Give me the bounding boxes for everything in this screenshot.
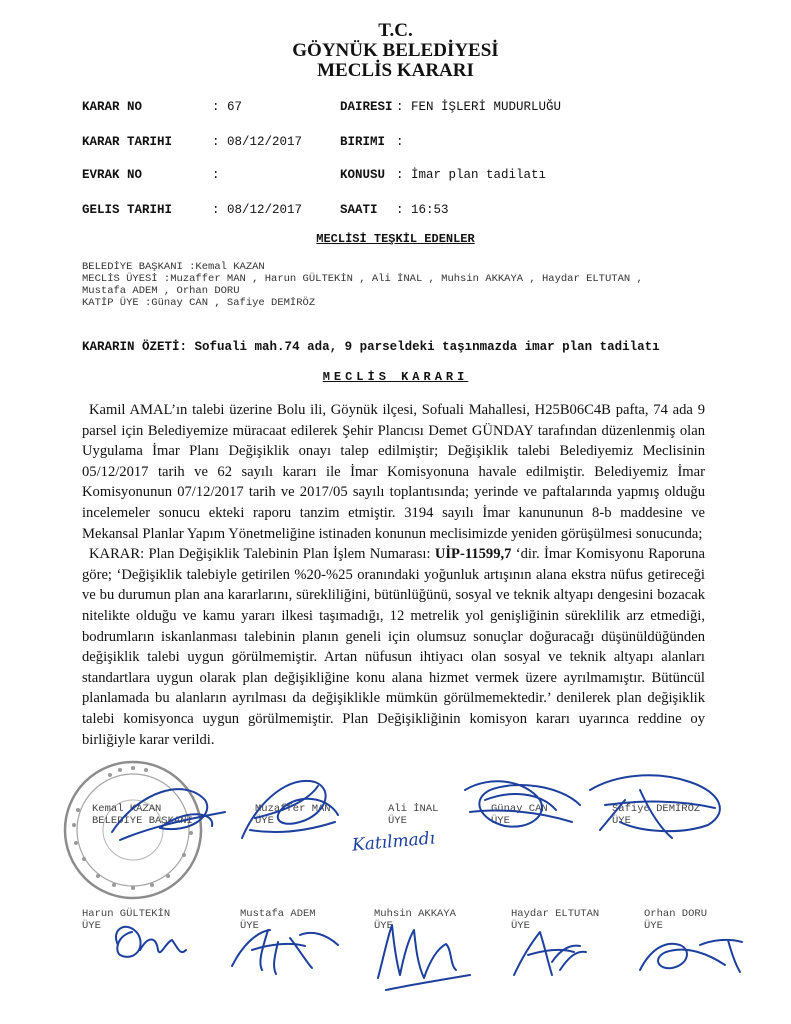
sig-name: Muhsin AKKAYA bbox=[374, 908, 456, 920]
sig-name: Günay CAN bbox=[491, 803, 548, 815]
konusu-label: KONUSU bbox=[340, 168, 386, 182]
members-clerk: KATİP ÜYE :Günay CAN , Safiye DEMİRÖZ bbox=[82, 297, 316, 309]
sig-name: Ali İNAL bbox=[388, 803, 439, 815]
saati-label: SAATI bbox=[340, 203, 378, 217]
sig-title: ÜYE bbox=[374, 920, 393, 932]
konusu-value: : İmar plan tadilatı bbox=[396, 168, 547, 182]
body-p2-start: KARAR: Plan Değişiklik Talebinin Plan İşlem Numarası: bbox=[89, 546, 435, 563]
evrak-no-value: : bbox=[212, 168, 220, 182]
sig-title: ÜYE bbox=[511, 920, 530, 932]
karar-no-label: KARAR NO bbox=[82, 100, 143, 114]
sig-name: Mustafa ADEM bbox=[240, 908, 316, 920]
sig-title: ÜYE bbox=[255, 815, 274, 827]
body-paragraph-1: Kamil AMAL’ın talebi üzerine Bolu ili, Göynük ilçesi, Sofuali Mahallesi, H25B06C4B pafta, 74 ada 9 parsel için Belediyemize müracaat edilerek Şehir Plancısı Demet GÜNDAY tarafından düzenlenmiş olan Uygulama İmar Planı Değişiklik onayı talep edilmiştir; Değişiklik talebi Belediyemiz Meclisinin 05/12/2017 tarih ve 62 sayılı kararı ile İmar Komisyonuna havale edilmiştir. Belediyemiz İmar Komisyonunun 07/12/2017 tarih ve 2017/05 sayılı toplantısında; yerinde ve paftalarında yapmış olduğu incelemeler sonucu ekteki raporu tanzim etmiştir. 3194 sayılı İmar kanununun 8-b maddesine ve Mekansal Planlar Yapım Yönetmeliğine istinaden konunun meclisimizde yeniden görüşülmesi sonucunda; bbox=[82, 402, 705, 542]
signature-harun-gultekin bbox=[116, 927, 186, 957]
signature-haydar-eltutan bbox=[514, 932, 586, 975]
sig-name: Kemal KAZAN bbox=[92, 803, 162, 815]
members-mayor: BELEDİYE BAŞKANI :Kemal KAZAN bbox=[82, 261, 265, 273]
signature-orhan-doru bbox=[640, 940, 742, 972]
body-p2-end: ‘dir. İmar Komisyonu Raporuna göre; ‘Değişiklik talebiyle getirilen %20-%25 oranındaki yoğunluk artışının alana ekstra nüfus getireceği ve bu durumun plan ana kararlarını, sürekliliğini, bütünlüğünü, sosyal ve teknik altyapı dengesini bozacak nitelikte olduğu ve kamu yararı ilkesi taşımadığı, 12 metrelik yol genişliğinin süreklilik arz etmediği, bodrumların iskanlanması talebinin planın geneli için olumsuz sonuçlar doğuracağı düşünüldüğünden değişiklik talebi uygun görülmemiştir. Artan nüfusun ihtiyacı olan sosyal ve teknik altyapı alanları standartlara uygun olarak plan değişikliğine konu alana hizmet vermek üzere ayrılmamıştır. Bütüncül planlamada bu alanların ayrılması da değişiklikle mümkün görülmemektedir.’ denilerek plan değişiklik talebi komisyonca uygun görülmemiştir. Plan Değişikliğinin komisyon kararı uyarınca reddine oy birliğiyle karar verildi. bbox=[82, 546, 706, 748]
header-tc: T.C. bbox=[378, 20, 413, 41]
sig-name: Safiye DEMİRÖZ bbox=[612, 803, 701, 815]
header-document-type: MECLİS KARARI bbox=[317, 60, 474, 81]
sig-name: Orhan DORU bbox=[644, 908, 708, 920]
signature-muhsin-akkaya bbox=[378, 925, 470, 990]
summary-label: KARARIN ÖZETİ: bbox=[82, 340, 188, 354]
plan-process-number: UİP-11599,7 bbox=[434, 546, 512, 563]
sig-title: ÜYE bbox=[82, 920, 101, 932]
sig-title: ÜYE bbox=[240, 920, 259, 932]
sig-title: ÜYE bbox=[612, 815, 631, 827]
dairesi-label: DAIRESI bbox=[340, 100, 393, 114]
members-title: MECLİSİ TEŞKİL EDENLER bbox=[316, 232, 475, 246]
birimi-label: BIRIMI bbox=[340, 135, 386, 149]
signature-safiye-demiroz bbox=[590, 775, 720, 838]
evrak-no-label: EVRAK NO bbox=[82, 168, 143, 182]
members-council-cont: Mustafa ADEM , Orhan DORU bbox=[82, 285, 240, 297]
karar-tarihi-value: : 08/12/2017 bbox=[212, 135, 303, 149]
karar-no-value: : 67 bbox=[212, 100, 243, 114]
signature-kemal-kazan bbox=[112, 789, 225, 840]
handwritten-note: Katılmadı bbox=[351, 828, 436, 856]
dairesi-value: : FEN İŞLERİ MUDURLUĞU bbox=[396, 100, 562, 114]
header-municipality: GÖYNÜK BELEDİYESİ bbox=[292, 40, 499, 61]
sig-name: Haydar ELTUTAN bbox=[511, 908, 600, 920]
sig-name: Harun GÜLTEKİN bbox=[82, 908, 171, 920]
members-council: MECLİS ÜYESİ :Muzaffer MAN , Harun GÜLTEKİN , Ali İNAL , Muhsin AKKAYA , Haydar ELTUTAN , bbox=[82, 273, 643, 285]
sig-title: ÜYE bbox=[388, 815, 407, 827]
sig-title: ÜYE bbox=[644, 920, 663, 932]
signature-mustafa-adem bbox=[232, 930, 338, 974]
birimi-value: : bbox=[396, 135, 404, 149]
sig-title: ÜYE bbox=[491, 815, 510, 827]
sig-title: BELEDİYE BAŞKANI bbox=[92, 815, 193, 827]
decision-title: MECLİS KARARI bbox=[322, 370, 469, 384]
summary-text: Sofuali mah.74 ada, 9 parseldeki taşınmazda imar plan tadilatı bbox=[194, 340, 660, 354]
sig-name: Muzaffer MAN bbox=[255, 803, 331, 815]
gelis-tarihi-value: : 08/12/2017 bbox=[212, 203, 303, 217]
signature-muzaffer-man bbox=[242, 781, 338, 838]
karar-tarihi-label: KARAR TARIHI bbox=[82, 135, 173, 149]
gelis-tarihi-label: GELIS TARIHI bbox=[82, 203, 173, 217]
saati-value: : 16:53 bbox=[396, 203, 449, 217]
signature-gunay-can bbox=[465, 781, 580, 826]
